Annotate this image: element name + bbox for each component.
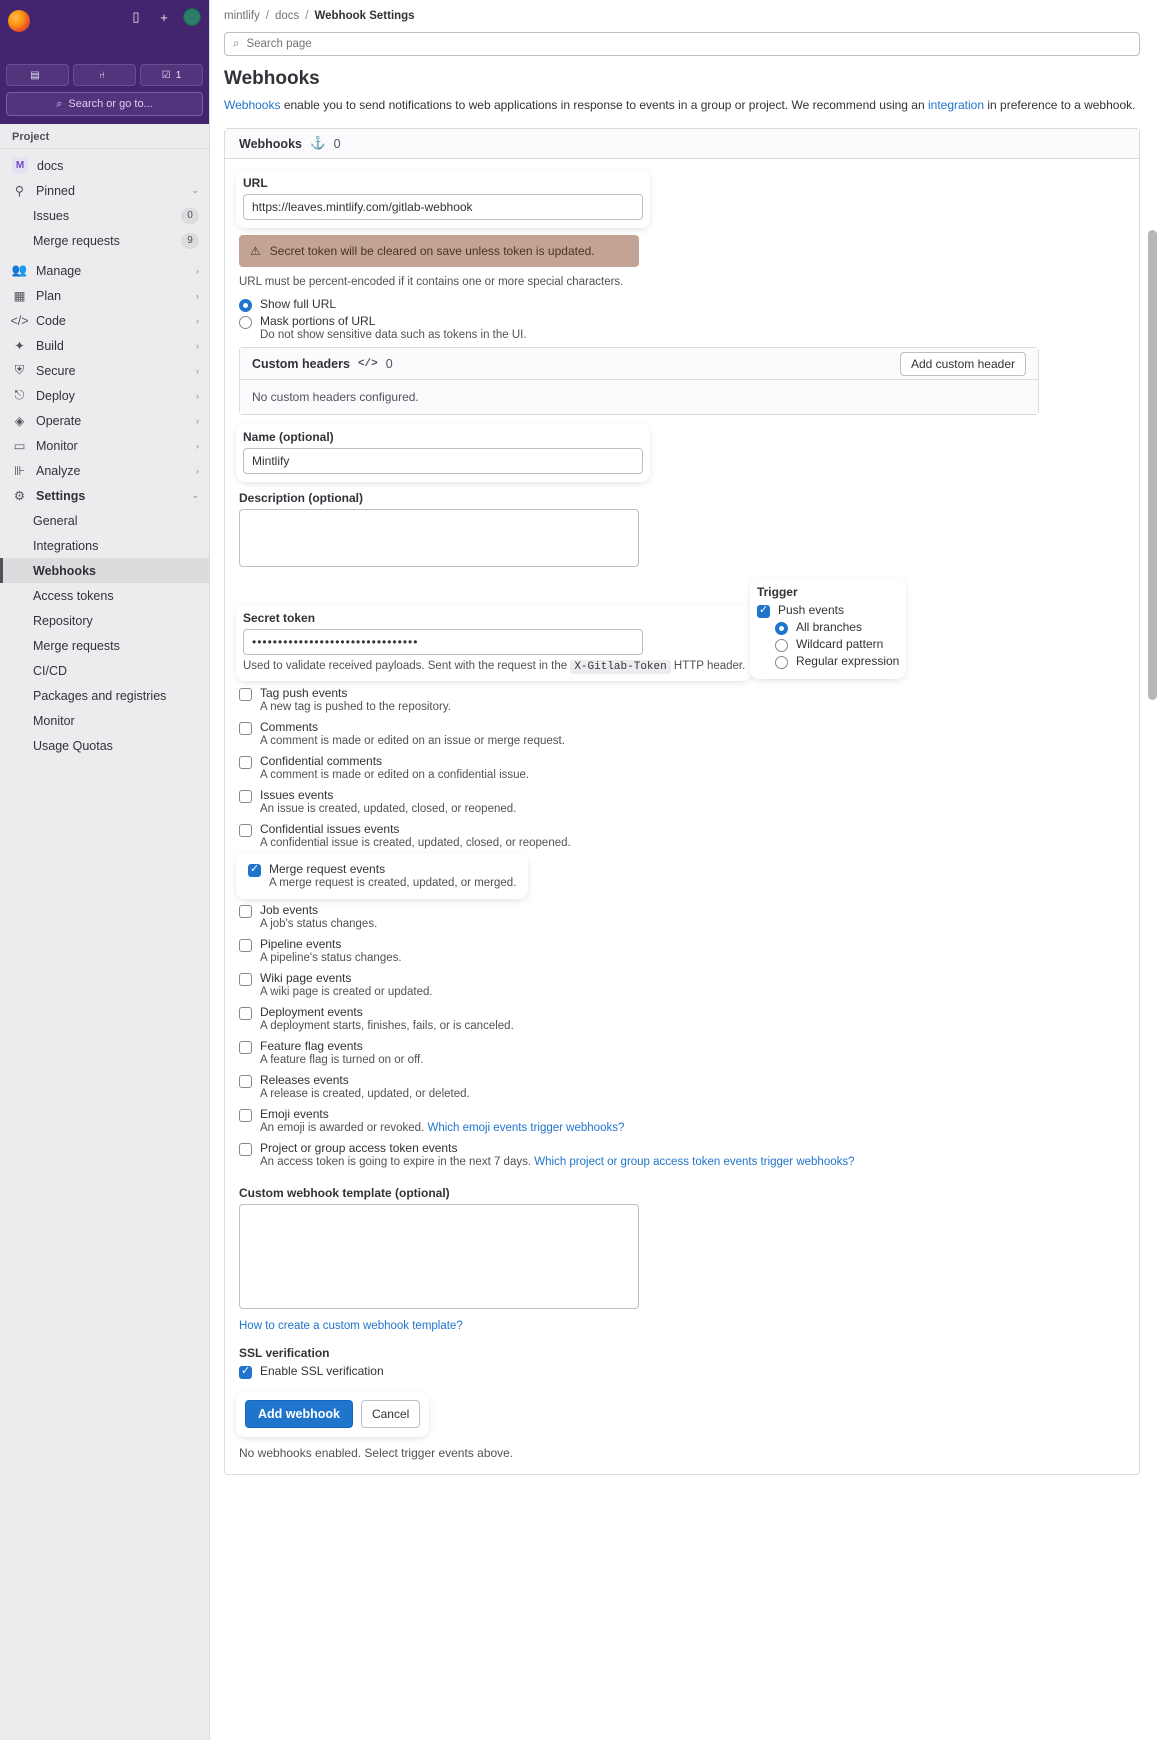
event-job[interactable] xyxy=(239,903,1125,930)
event-job-label: Job events xyxy=(260,903,319,917)
checkbox-pipeline-events[interactable] xyxy=(239,939,252,952)
event-comments[interactable] xyxy=(239,720,1125,747)
sidebar-item-manage[interactable] xyxy=(0,258,209,283)
form-actions-highlight xyxy=(239,1395,426,1434)
checkbox-issues-events[interactable] xyxy=(239,790,252,803)
plus-icon[interactable]: + xyxy=(160,9,168,25)
checkbox-access-token-events[interactable] xyxy=(239,1143,252,1156)
search-icon: ⌕ xyxy=(233,37,240,50)
breadcrumb-separator: / xyxy=(305,10,309,22)
omnibox-placeholder: Search or go to... xyxy=(68,98,153,110)
sidebar-item-project-label: docs xyxy=(37,158,64,173)
enable-ssl-verification-label: Enable SSL verification xyxy=(260,1364,384,1378)
breadcrumb-separator: / xyxy=(265,10,269,22)
sidebar-item-access-tokens-label: Access tokens xyxy=(33,588,114,603)
chevron-right-icon: › xyxy=(196,340,199,351)
sidebar-item-operate[interactable] xyxy=(0,408,209,433)
event-feature-flag-sub: A feature flag is turned on or off. xyxy=(260,1054,424,1066)
sidebar-item-secure-label: Secure xyxy=(36,363,76,378)
rocket-icon: ✦ xyxy=(14,339,25,353)
radio-all-branches[interactable] xyxy=(775,622,788,635)
ssl-verification-group xyxy=(239,1346,1125,1379)
browser-chrome-buttons xyxy=(127,8,201,26)
event-emoji-sub xyxy=(260,1122,624,1134)
code-icon: </> xyxy=(10,313,29,328)
description-field xyxy=(239,491,1125,570)
webhooks-footer-note: No webhooks enabled. Select trigger events above. xyxy=(239,1446,514,1460)
users-icon: 👥 xyxy=(11,263,28,277)
radio-wildcard-pattern[interactable] xyxy=(775,639,788,652)
sidebar-item-plan[interactable] xyxy=(0,283,209,308)
secret-token-input[interactable] xyxy=(243,629,643,655)
sidebar-item-analyze[interactable] xyxy=(0,458,209,483)
name-field-highlight xyxy=(239,427,647,479)
branch-filter-wildcard-label: Wildcard pattern xyxy=(795,637,884,651)
event-confidential-comments-sub: A comment is made or edited on a confidential issue. xyxy=(260,769,530,781)
sidebar-item-monitor-label: Monitor xyxy=(36,438,78,453)
chevron-down-icon: ⌄ xyxy=(191,490,199,500)
sidebar-item-operate-label: Operate xyxy=(36,413,82,428)
custom-headers-empty-state: No custom headers configured. xyxy=(240,380,1038,414)
custom-headers-count: 0 xyxy=(385,356,393,371)
sidebar-item-code[interactable] xyxy=(0,308,209,333)
tab-tasks[interactable] xyxy=(140,64,203,86)
event-feature-flag[interactable] xyxy=(239,1039,1125,1066)
webhook-icon: ⚓ xyxy=(309,136,326,150)
name-label: Name (optional) xyxy=(243,430,334,444)
sidebar-item-plan-label: Plan xyxy=(36,288,62,303)
url-visibility-show-full[interactable] xyxy=(239,297,1125,312)
event-feature-flag-label: Feature flag events xyxy=(260,1039,363,1053)
gear-icon: ⚙ xyxy=(13,489,26,503)
event-comments-label: Comments xyxy=(260,720,319,734)
window-icon: ▤ xyxy=(30,69,40,81)
checkbox-tag-push-events[interactable] xyxy=(239,688,252,701)
url-visibility-mask-sub: Do not show sensitive data such as tokens in the UI. xyxy=(260,329,527,341)
branch-filter-regex[interactable] xyxy=(775,654,899,669)
sidebar-item-deploy-label: Deploy xyxy=(36,388,75,403)
issues-count-badge: 0 xyxy=(181,208,199,224)
sidebar-item-usage-quotas-label: Usage Quotas xyxy=(33,738,113,753)
breadcrumb-page: Webhook Settings xyxy=(314,10,415,22)
event-pipeline-sub: A pipeline's status changes. xyxy=(260,952,402,964)
page-content xyxy=(210,66,1161,1740)
event-issues-label: Issues events xyxy=(260,788,334,802)
event-tag-push-sub: A new tag is pushed to the repository. xyxy=(260,701,451,713)
event-wiki-page[interactable] xyxy=(239,971,1125,998)
event-pipeline-label: Pipeline events xyxy=(260,937,342,951)
profile-avatar-icon[interactable] xyxy=(183,8,201,26)
breadcrumb-group[interactable]: mintlify xyxy=(224,10,260,22)
checkbox-push-events[interactable] xyxy=(757,605,770,618)
checkbox-deployment-events[interactable] xyxy=(239,1007,252,1020)
checkbox-confidential-issues-events[interactable] xyxy=(239,824,252,837)
merge-requests-count-badge: 9 xyxy=(181,233,199,249)
sidebar-subnav-usage-quotas[interactable] xyxy=(0,733,209,758)
event-issues[interactable] xyxy=(239,788,1125,815)
task-icon: ☑ xyxy=(161,69,171,81)
url-visibility-mask-label: Mask portions of URL xyxy=(260,314,376,328)
custom-webhook-template-doc-link[interactable]: How to create a custom webhook template? xyxy=(239,1320,463,1332)
event-releases-sub: A release is created, updated, or deleted. xyxy=(260,1088,470,1100)
firefox-logo-icon xyxy=(8,10,30,32)
sidebar-item-settings-monitor-label: Monitor xyxy=(33,713,75,728)
sidebar-item-webhooks-label: Webhooks xyxy=(33,563,96,578)
sidebar-item-code-label: Code xyxy=(36,313,66,328)
event-job-sub: A job's status changes. xyxy=(260,918,378,930)
event-emoji-sub-text: An emoji is awarded or revoked. xyxy=(260,1122,425,1134)
trigger-events-list xyxy=(239,686,1125,1168)
event-access-token-label: Project or group access token events xyxy=(260,1141,458,1155)
branch-filter-regex-label: Regular expression xyxy=(795,654,900,668)
sidebar-item-packages-label: Packages and registries xyxy=(33,688,167,703)
url-visibility-show-full-label: Show full URL xyxy=(260,297,337,311)
sidebar-item-build-label: Build xyxy=(36,338,64,353)
sidebar-item-secure[interactable] xyxy=(0,358,209,383)
event-access-token-sub-text: An access token is going to expire in the next 7 days. xyxy=(260,1156,532,1168)
branch-filter-all-label: All branches xyxy=(795,620,862,634)
sidebar-item-project[interactable] xyxy=(0,153,209,178)
custom-headers-title: Custom headers xyxy=(252,356,350,371)
sidebar-item-merge-requests[interactable] xyxy=(0,228,209,253)
sidebar-item-issues-label: Issues xyxy=(33,208,70,223)
checkbox-emoji-events[interactable] xyxy=(239,1109,252,1122)
main-content xyxy=(210,0,1161,1740)
event-releases[interactable] xyxy=(239,1073,1125,1100)
webhooks-panel xyxy=(224,128,1140,1475)
analyze-icon: ⊪ xyxy=(14,464,25,478)
page-description-part1: enable you to send notifications to web applications in response to events in a group or project. We recommend using an xyxy=(280,98,928,112)
checkbox-confidential-comments[interactable] xyxy=(239,756,252,769)
sidebar-item-integrations-label: Integrations xyxy=(33,538,99,553)
sidebar-subnav-integrations[interactable] xyxy=(0,533,209,558)
event-tag-push[interactable] xyxy=(239,686,1125,713)
breadcrumb-project[interactable]: docs xyxy=(274,10,300,22)
webhooks-panel-header xyxy=(225,129,1139,159)
tab-window[interactable] xyxy=(6,64,69,86)
form-actions xyxy=(245,1400,420,1428)
event-issues-sub: An issue is created, updated, closed, or reopened. xyxy=(260,803,517,815)
webhooks-panel-title: Webhooks xyxy=(239,136,302,151)
event-releases-label: Releases events xyxy=(260,1073,349,1087)
event-deployment-sub: A deployment starts, finishes, fails, or is canceled. xyxy=(260,1020,514,1032)
url-input[interactable] xyxy=(243,194,643,220)
chevron-right-icon: › xyxy=(196,390,199,401)
sidebar-item-cicd-label: CI/CD xyxy=(33,663,68,678)
omnibox-wrap xyxy=(0,92,209,124)
sidebar-subnav-cicd[interactable] xyxy=(0,658,209,683)
checkbox-comments[interactable] xyxy=(239,722,252,735)
page-title: Webhooks xyxy=(224,68,320,89)
custom-headers-header xyxy=(240,348,1038,380)
url-field-highlight xyxy=(239,173,647,225)
sidebar-subnav-access-tokens[interactable] xyxy=(0,583,209,608)
webhook-form xyxy=(225,159,1139,1474)
secret-token-warning xyxy=(239,235,639,267)
sidebar-item-deploy[interactable] xyxy=(0,383,209,408)
event-confidential-issues-label: Confidential issues events xyxy=(260,822,400,836)
event-access-token[interactable] xyxy=(239,1141,1125,1168)
sidebar-item-analyze-label: Analyze xyxy=(36,463,81,478)
sidebar-item-pinned[interactable] xyxy=(0,178,209,203)
sidebar-subnav-packages[interactable] xyxy=(0,683,209,708)
event-merge-request[interactable] xyxy=(248,862,516,889)
merge-request-events-highlight xyxy=(239,856,525,896)
sidebar-section-header: Project xyxy=(0,124,209,149)
checkbox-feature-flag-events[interactable] xyxy=(239,1041,252,1054)
event-deployment-label: Deployment events xyxy=(260,1005,363,1019)
radio-show-full-url[interactable] xyxy=(239,299,252,312)
sidebar-item-manage-label: Manage xyxy=(36,263,82,278)
event-confidential-issues-sub: A confidential issue is created, updated, closed, or reopened. xyxy=(260,837,571,849)
project-avatar: M xyxy=(12,158,28,174)
search-input-placeholder: Search page xyxy=(246,38,312,50)
url-hint: URL must be percent-encoded if it contains one or more special characters. xyxy=(239,276,624,288)
branch-filter-all[interactable] xyxy=(775,620,899,635)
sidebar-subnav-repository[interactable] xyxy=(0,608,209,633)
operate-icon: ◈ xyxy=(14,414,25,428)
sidebar-subnav-merge-requests[interactable] xyxy=(0,633,209,658)
sidebar-icon[interactable]: ▯ xyxy=(132,9,140,24)
page-description xyxy=(224,96,1147,114)
add-webhook-button[interactable]: Add webhook xyxy=(245,1400,353,1428)
secret-token-hint-pre: Used to validate received payloads. Sent with the request in the xyxy=(243,660,571,672)
radio-regular-expression[interactable] xyxy=(775,656,788,669)
secret-token-hint-post: HTTP header. xyxy=(670,660,746,672)
chevron-right-icon: › xyxy=(196,415,199,426)
tab-branch[interactable] xyxy=(73,64,136,86)
event-wiki-page-label: Wiki page events xyxy=(260,971,352,985)
chevron-right-icon: › xyxy=(196,290,199,301)
webhooks-doc-link[interactable]: Webhooks xyxy=(224,98,281,112)
trigger-label: Trigger xyxy=(756,585,798,599)
sidebar-item-monitor[interactable] xyxy=(0,433,209,458)
chevron-right-icon: › xyxy=(196,265,199,276)
chevron-right-icon: › xyxy=(196,365,199,376)
webhooks-count: 0 xyxy=(333,136,341,151)
browser-chrome xyxy=(0,0,209,62)
event-pipeline[interactable] xyxy=(239,937,1125,964)
browser-tabstrip xyxy=(0,62,209,92)
sidebar-item-build[interactable] xyxy=(0,333,209,358)
secret-token-hint xyxy=(243,660,745,673)
ssl-verification-label: SSL verification xyxy=(239,1346,330,1360)
integration-doc-link[interactable]: integration xyxy=(927,98,985,112)
event-confidential-comments[interactable] xyxy=(239,754,1125,781)
emoji-events-doc-link[interactable]: Which emoji events trigger webhooks? xyxy=(427,1122,625,1134)
sidebar-nav xyxy=(0,149,209,758)
event-wiki-page-sub: A wiki page is created or updated. xyxy=(260,986,433,998)
checkbox-enable-ssl-verification[interactable] xyxy=(239,1366,252,1379)
sidebar-item-general-label: General xyxy=(33,513,78,528)
sidebar-subnav-monitor[interactable] xyxy=(0,708,209,733)
sidebar xyxy=(0,0,210,1740)
description-input[interactable] xyxy=(239,509,639,567)
branch-icon: ⑁ xyxy=(99,69,105,81)
chevron-down-icon: ⌄ xyxy=(191,185,199,195)
sidebar-item-repository-label: Repository xyxy=(33,613,93,628)
event-merge-request-label: Merge request events xyxy=(269,862,386,876)
push-events-row[interactable] xyxy=(757,603,899,618)
chevron-right-icon: › xyxy=(196,440,199,451)
secret-token-highlight xyxy=(239,608,749,678)
omnibox[interactable] xyxy=(6,92,203,116)
url-visibility-mask[interactable] xyxy=(239,314,1125,341)
checkbox-wiki-page-events[interactable] xyxy=(239,973,252,986)
scrollbar-thumb[interactable] xyxy=(1148,230,1157,700)
sidebar-item-settings-label: Settings xyxy=(36,488,86,503)
calendar-icon: ▦ xyxy=(13,289,26,303)
chevron-right-icon: › xyxy=(196,315,199,326)
search-icon: ⌕ xyxy=(56,97,63,110)
name-input[interactable] xyxy=(243,448,643,474)
cancel-button[interactable]: Cancel xyxy=(361,1400,420,1428)
sidebar-subnav-webhooks[interactable] xyxy=(0,558,209,583)
secret-token-header-code: X-Gitlab-Token xyxy=(570,660,670,674)
event-emoji-label: Emoji events xyxy=(260,1107,329,1121)
description-label: Description (optional) xyxy=(239,491,363,505)
secret-token-warning-text: Secret token will be cleared on save unless token is updated. xyxy=(269,244,595,258)
sidebar-subnav-general[interactable] xyxy=(0,508,209,533)
checkbox-releases-events[interactable] xyxy=(239,1075,252,1088)
event-deployment[interactable] xyxy=(239,1005,1125,1032)
page-description-part2: in preference to a webhook. xyxy=(984,98,1136,112)
event-merge-request-sub: A merge request is created, updated, or merged. xyxy=(269,877,517,889)
sidebar-item-settings[interactable] xyxy=(0,483,209,508)
access-token-events-doc-link[interactable]: Which project or group access token events trigger webhooks? xyxy=(534,1156,855,1168)
custom-webhook-template-field xyxy=(239,1186,1125,1332)
deploy-icon: ⎋ xyxy=(14,388,25,402)
branch-filter-wildcard[interactable] xyxy=(775,637,899,652)
warning-icon: ⚠ xyxy=(250,244,261,258)
branch-filter-group xyxy=(775,620,899,669)
radio-mask-url[interactable] xyxy=(239,316,252,329)
pin-icon: ⚲ xyxy=(14,184,25,198)
event-confidential-issues[interactable] xyxy=(239,822,1125,849)
sidebar-item-settings-merge-requests-label: Merge requests xyxy=(33,638,120,653)
tab-tasks-label: 1 xyxy=(175,69,182,81)
event-tag-push-label: Tag push events xyxy=(260,686,348,700)
code-brackets-icon: </> xyxy=(357,357,378,370)
sidebar-item-merge-requests-label: Merge requests xyxy=(33,233,120,248)
monitor-icon: ▭ xyxy=(13,439,26,453)
sidebar-item-issues[interactable] xyxy=(0,203,209,228)
push-events-label: Push events xyxy=(777,603,844,617)
event-emoji[interactable] xyxy=(239,1107,1125,1134)
event-access-token-sub xyxy=(260,1156,855,1168)
search-input[interactable] xyxy=(224,32,1140,56)
custom-headers-panel xyxy=(239,347,1039,415)
sidebar-item-pinned-label: Pinned xyxy=(36,183,75,198)
trigger-highlight xyxy=(753,582,903,676)
breadcrumb xyxy=(210,0,1161,32)
scrollbar-track[interactable] xyxy=(1150,0,1159,1740)
chevron-right-icon: › xyxy=(196,465,199,476)
search-page-wrap xyxy=(210,32,1161,66)
custom-webhook-template-input[interactable] xyxy=(239,1204,639,1309)
event-confidential-comments-label: Confidential comments xyxy=(260,754,383,768)
checkbox-merge-request-events[interactable] xyxy=(248,864,261,877)
url-label: URL xyxy=(243,176,268,190)
ssl-verification-row[interactable] xyxy=(239,1364,1125,1379)
add-custom-header-button[interactable]: Add custom header xyxy=(900,352,1026,376)
custom-webhook-template-label: Custom webhook template (optional) xyxy=(239,1186,450,1200)
checkbox-job-events[interactable] xyxy=(239,905,252,918)
shield-icon: ⛨ xyxy=(14,363,25,377)
event-comments-sub: A comment is made or edited on an issue or merge request. xyxy=(260,735,565,747)
secret-token-label: Secret token xyxy=(243,611,316,625)
